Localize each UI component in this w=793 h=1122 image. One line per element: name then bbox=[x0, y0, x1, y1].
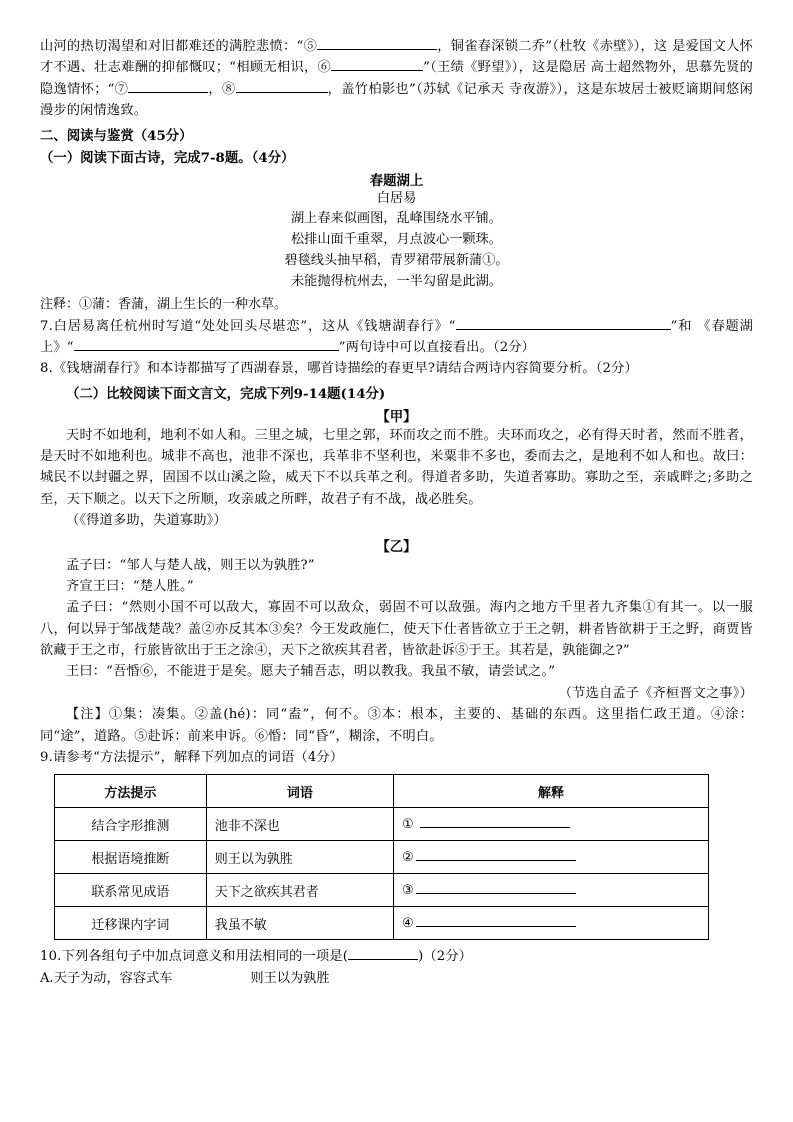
passage-yi-label: 【乙】 bbox=[376, 538, 417, 555]
section-2-part-1-title: （一）阅读下面古诗，完成7-8题。（4分） bbox=[40, 149, 295, 166]
q10-answer-blank[interactable] bbox=[348, 959, 418, 960]
passage-yi-source: （节选自孟子《齐桓晋文之事》） bbox=[558, 685, 753, 701]
q7-text-d: ”两句诗中可以直接看出。（2分） bbox=[338, 339, 536, 355]
fill-line2-text-a: 是爱国文人怀才不遇、壮志难酬的抑郁慨叹；“相顾无相识，⑥ bbox=[40, 39, 753, 76]
answer-blank-2[interactable] bbox=[416, 860, 576, 861]
cell-answer-4[interactable] bbox=[394, 907, 709, 940]
q7-blank-2[interactable] bbox=[74, 350, 339, 351]
table-header-explanation: 解释 bbox=[394, 775, 709, 808]
cell-answer-3[interactable] bbox=[394, 874, 709, 907]
fill-line3-text-b: ，⑧ bbox=[208, 81, 236, 97]
table-row bbox=[55, 874, 709, 907]
passage-jia-source: （《得道多助，失道寡助》） bbox=[66, 513, 227, 529]
fill-line1-text-a: 山河的热切渴望和对旧都难还的满腔悲愤：“⑤ bbox=[40, 39, 318, 54]
top-fill-paragraph bbox=[40, 36, 753, 122]
cell-word-1: 池非不深也 bbox=[206, 808, 393, 841]
blank-5[interactable] bbox=[317, 49, 437, 50]
fill-line4-text: 寺夜游》），这是东坡居士被贬谪期间悠闲漫步的闲情逸致。 bbox=[40, 81, 753, 119]
cell-method-2: 根据语境推断 bbox=[55, 841, 207, 874]
q7-text-c: 《春题湖上》“ bbox=[40, 318, 753, 355]
blank-8[interactable] bbox=[236, 92, 328, 93]
question-9-stem: 9.请参考“方法提示”，解释下列加点的词语（4分） bbox=[40, 749, 344, 765]
passage-yi-para-3: 孟子曰：“然则小国不可以敌大，寡固不可以敌众，弱固不可以敌强。海内之地方千里者九齐集①有其一。以一服八，何以异于邹战楚哉？盖②亦反其本③矣？今王发政施仁，使天下仕者皆欲立于王之朝，耕者皆欲耕于王之野，商贾皆欲藏于王之市，行旅皆欲出于王之涂④，天下之欲疾其君者，皆欲赴诉⑤于王。其若是，孰能御之?” bbox=[40, 600, 753, 659]
cell-word-4: 我虽不敏 bbox=[206, 907, 393, 940]
blank-6[interactable] bbox=[331, 70, 423, 71]
poem-note: 注释：①蒲：香蒲，湖上生长的一种水草。 bbox=[40, 296, 288, 312]
passage-jia-label: 【甲】 bbox=[376, 408, 417, 425]
passage-yi-notes: 【注】①集：凑集。②盖(hé)：同“盍”，何不。③本：根本，主要的、基础的东西。这里指仁政王道。④涂：同“途”，道路。⑤赴诉：前来申诉。⑥惛：同“昏”，糊涂，不明白。 bbox=[40, 707, 753, 744]
table-header-row bbox=[55, 775, 709, 808]
fill-line3-text-c: ，盖竹柏影也”（苏轼《记承天 bbox=[327, 81, 505, 97]
cell-word-2: 则王以为孰胜 bbox=[206, 841, 393, 874]
answer-number-2: ② bbox=[402, 849, 414, 865]
cell-method-1: 结合字形推测 bbox=[55, 808, 207, 841]
fill-line2-text-b: ”（王绩《野望》），这是隐居 bbox=[423, 60, 587, 76]
q7-blank-1[interactable] bbox=[456, 329, 671, 330]
passage-yi-para-1: 孟子曰：“邹人与楚人战，则王以为孰胜?” bbox=[66, 557, 315, 573]
poem-line-3: 碧毯线头抽早稻，青罗裙带展新蒲①。 bbox=[284, 253, 509, 269]
fill-line3-text-a: 高士超然物外，思慕先贤的隐逸情怀；“⑦ bbox=[40, 60, 753, 97]
answer-number-4: ④ bbox=[402, 915, 414, 931]
table-row bbox=[55, 907, 709, 940]
q7-text-a: 7.白居易离任杭州时写道“处处回头尽堪恋”，这从《钱塘湖春行》“ bbox=[40, 318, 456, 334]
poem-author: 白居易 bbox=[376, 190, 417, 206]
table-header-word: 词语 bbox=[206, 775, 393, 808]
cell-word-3: 天下之欲疾其君者 bbox=[206, 874, 393, 907]
section-2-part-2-title: （二）比较阅读下面文言文，完成下列9-14题(14分) bbox=[66, 385, 386, 402]
q7-text-b: ”和 bbox=[670, 318, 693, 334]
q10-option-a-right: 则王以为孰胜 bbox=[250, 970, 330, 986]
passage-jia-body: 天时不如地利，地利不如人和。三里之城，七里之郭，环而攻之而不胜。夫环而攻之，必有得天时者，然而不胜者，是天时不如地利也。城非不高也，池非不深也，兵革非不坚利也，米粟非不多也，委而去之，是地利不如人和也。故曰：城民不以封疆之界，固国不以山溪之险，威天下不以兵革之利。得道者多助，失道者寡助。寡助之至，亲戚畔之;多助之至，天下顺之。以天下之所顺，攻亲戚之所畔，故君子有不战，战必胜矣。 bbox=[40, 427, 753, 507]
cell-answer-1[interactable] bbox=[394, 808, 709, 841]
poem-line-2: 松排山面千重翠，月点波心一颗珠。 bbox=[291, 232, 502, 248]
answer-number-3: ③ bbox=[402, 882, 414, 898]
poem-line-1: 湖上春来似画图，乱峰围绕水平铺。 bbox=[291, 211, 502, 227]
question-10-stem bbox=[40, 946, 753, 967]
question-10-option-a[interactable] bbox=[40, 968, 753, 989]
blank-7[interactable] bbox=[128, 92, 208, 93]
answer-number-1: ① bbox=[402, 816, 414, 832]
question-8: 8.《钱塘湖春行》和本诗都描写了西湖春景，哪首诗描绘的春更早?请结合两诗内容简要分析。（2分） bbox=[40, 361, 638, 377]
poem-title: 春题湖上 bbox=[369, 172, 424, 189]
fill-line1-text-b: ，铜雀春深锁二乔”（杜牧《赤壁》），这 bbox=[437, 39, 668, 54]
q10-text-a: 10.下列各组句子中加点词意义和用法相同的一项是( bbox=[40, 949, 349, 965]
cell-method-3: 联系常见成语 bbox=[55, 874, 207, 907]
cell-answer-2[interactable] bbox=[394, 841, 709, 874]
table-header-method: 方法提示 bbox=[55, 775, 207, 808]
passage-yi-para-2: 齐宣王曰：“楚人胜。” bbox=[66, 578, 194, 594]
table-row bbox=[55, 808, 709, 841]
answer-blank-4[interactable] bbox=[416, 926, 576, 927]
passage-yi-para-4: 王曰：“吾惛⑥，不能进于是矣。愿夫子辅吾志，明以教我。我虽不敏，请尝试之。” bbox=[66, 664, 556, 680]
q10-option-a-left: A.天子为动，容容式车 bbox=[40, 970, 173, 986]
section-2-title: 二、阅读与鉴赏（45分） bbox=[40, 127, 193, 144]
question-7 bbox=[40, 316, 753, 359]
q10-text-b: )（2分） bbox=[418, 949, 473, 965]
answer-blank-3[interactable] bbox=[416, 893, 576, 894]
cell-method-4: 迁移课内字词 bbox=[55, 907, 207, 940]
question-9-table bbox=[54, 774, 709, 940]
table-row bbox=[55, 841, 709, 874]
poem-line-4: 未能抛得杭州去，一半勾留是此湖。 bbox=[291, 273, 502, 289]
answer-blank-1[interactable] bbox=[420, 827, 570, 828]
